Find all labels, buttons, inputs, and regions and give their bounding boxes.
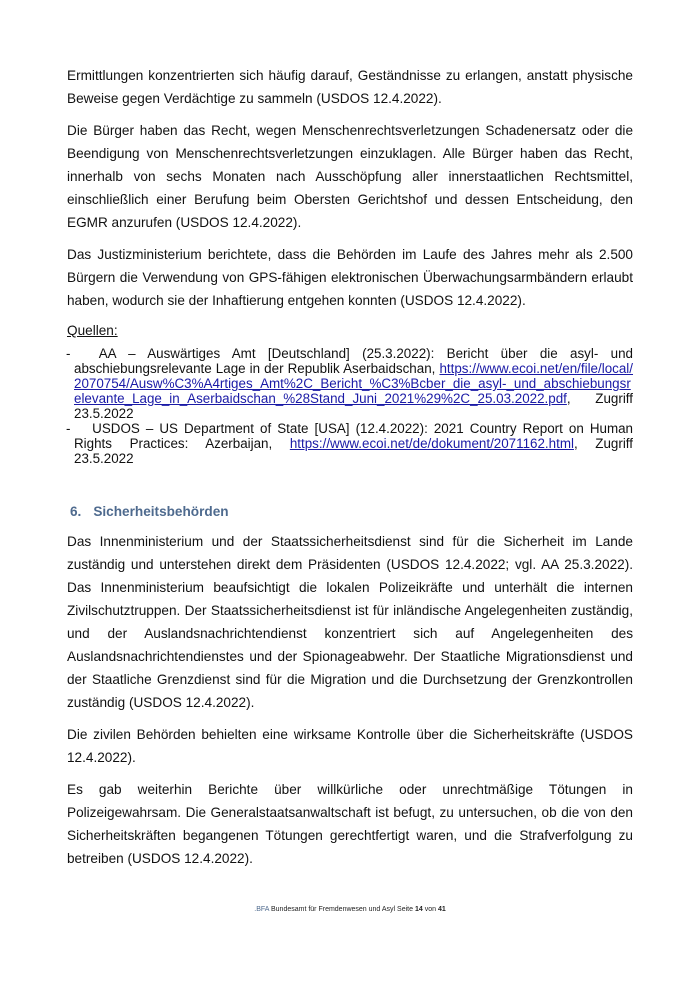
page-footer [0, 906, 700, 913]
paragraph: Die Bürger haben das Recht, wegen Menschenrechtsverletzungen Schadenersatz oder die Beendigung von Menschenrechtsverletzungen einzuklagen. Alle Bürger haben das Recht, innerhalb von sechs Monaten nach Ausschöpfung aller innerstaatlichen Rechtsmittel, einschließlich einer Berufung beim Obersten Gerichtshof und dessen Entscheidung, den EGMR anzurufen (USDOS 12.4.2022). [67, 123, 633, 230]
paragraph: Das Innenministerium und der Staatssicherheitsdienst sind für die Sicherheit im Lande zuständig und unterstehen direkt dem Präsidenten (USDOS 12.4.2022; vgl. AA 25.3.2022). Das Innenministerium beaufsichtigt die lokalen Polizeikräfte und unterhält die internen Zivilschutztruppen. Der Staatssicherheitsdienst ist für inländische Angelegenheiten zuständig, und der Auslandsnachrichtendienst konzentriert sich auf Angelegenheiten des Auslandsnachrichtendienstes und der Spionageabwehr. Der Staatliche Migrationsdienst und der Staatliche Grenzdienst sind für die Migration und die Durchsetzung der Grenzkontrollen zuständig (USDOS 12.4.2022). [67, 534, 633, 710]
source-access: , Zugriff 23.5.2022 [74, 436, 633, 466]
footer-brand: .BFA [254, 906, 270, 913]
source-text: AA – Auswärtiges Amt [Deutschland] (25.3.2022): Bericht über die asyl- und abschiebungsrelevante Lage in der Republik Aserbaidschan, [74, 346, 633, 376]
paragraph: Das Justizministerium berichtete, dass die Behörden im Laufe des Jahres mehr als 2.500 Bürgern die Verwendung von GPS-fähigen elektronischen Überwachungsarmbändern erlaubt haben, wodurch sie der Inhaftierung entgehen konnten (USDOS 12.4.2022). [67, 247, 633, 308]
sources-title: Quellen: [67, 323, 118, 338]
source-text: USDOS – US Department of State [USA] (12.4.2022): 2021 Country Report on Human Rights Practices: Azerbaijan, [74, 421, 633, 451]
paragraph: Ermittlungen konzentrierten sich häufig darauf, Geständnisse zu erlangen, anstatt physische Beweise gegen Verdächtige zu sammeln (USDOS 12.4.2022). [67, 68, 633, 106]
source-item: - AA – Auswärtiges Amt [Deutschland] (25.3.2022): Bericht über die asyl- und abschiebungsrelevante Lage in der Republik Aserbaidschan, https://www.ecoi.net/en/file/local/2070754/Ausw%C3%A4rtiges_Amt%2C_Bericht_%C3%Bcber_die_asyl-_und_abschiebungsrelevante_Lage_in_Aserbaidschan_%28Stand_Juni_2021%29%2C_25.03.2022.pdf, Zugriff 23.5.2022 [66, 346, 633, 421]
footer-of: von [422, 906, 438, 913]
section-heading [70, 503, 633, 521]
section-number: 6. [70, 504, 82, 519]
paragraph: Die zivilen Behörden behielten eine wirksame Kontrolle über die Sicherheitskräfte (USDOS 12.4.2022). [67, 727, 633, 765]
footer-total: 41 [437, 906, 446, 913]
source-link[interactable]: https://www.ecoi.net/de/dokument/2071162.html [289, 436, 574, 451]
footer-page: 14 [414, 906, 423, 913]
source-link[interactable]: https://www.ecoi.net/en/file/local/2070754/Ausw%C3%A4rtiges_Amt%2C_Bericht_%C3%Bcber_die_asyl-_und_abschiebungsrelevante_Lage_in_Aserbaidschan_%28Stand_Juni_2021%29%2C_25.03.2022.pdf [74, 361, 633, 406]
source-item: - USDOS – US Department of State [USA] (12.4.2022): 2021 Country Report on Human Rights Practices: Azerbaijan, https://www.ecoi.net/de/dokument/2071162.html, Zugriff 23.5.2022 [66, 421, 633, 466]
source-access: , Zugriff 23.5.2022 [74, 391, 633, 421]
paragraph: Es gab weiterhin Berichte über willkürliche oder unrechtmäßige Tötungen in Polizeigewahrsam. Die Generalstaatsanwaltschaft ist befugt, zu untersuchen, ob die von den Sicherheitskräften begangenen Tötungen gerechtfertigt waren, und die Strafverfolgung zu betreiben (USDOS 12.4.2022). [67, 782, 633, 866]
sources-list [67, 346, 633, 466]
footer-text: Bundesamt für Fremdenwesen und Asyl Seite [269, 906, 415, 913]
document-page [67, 64, 633, 879]
section-title: Sicherheitsbehörden [93, 504, 229, 519]
